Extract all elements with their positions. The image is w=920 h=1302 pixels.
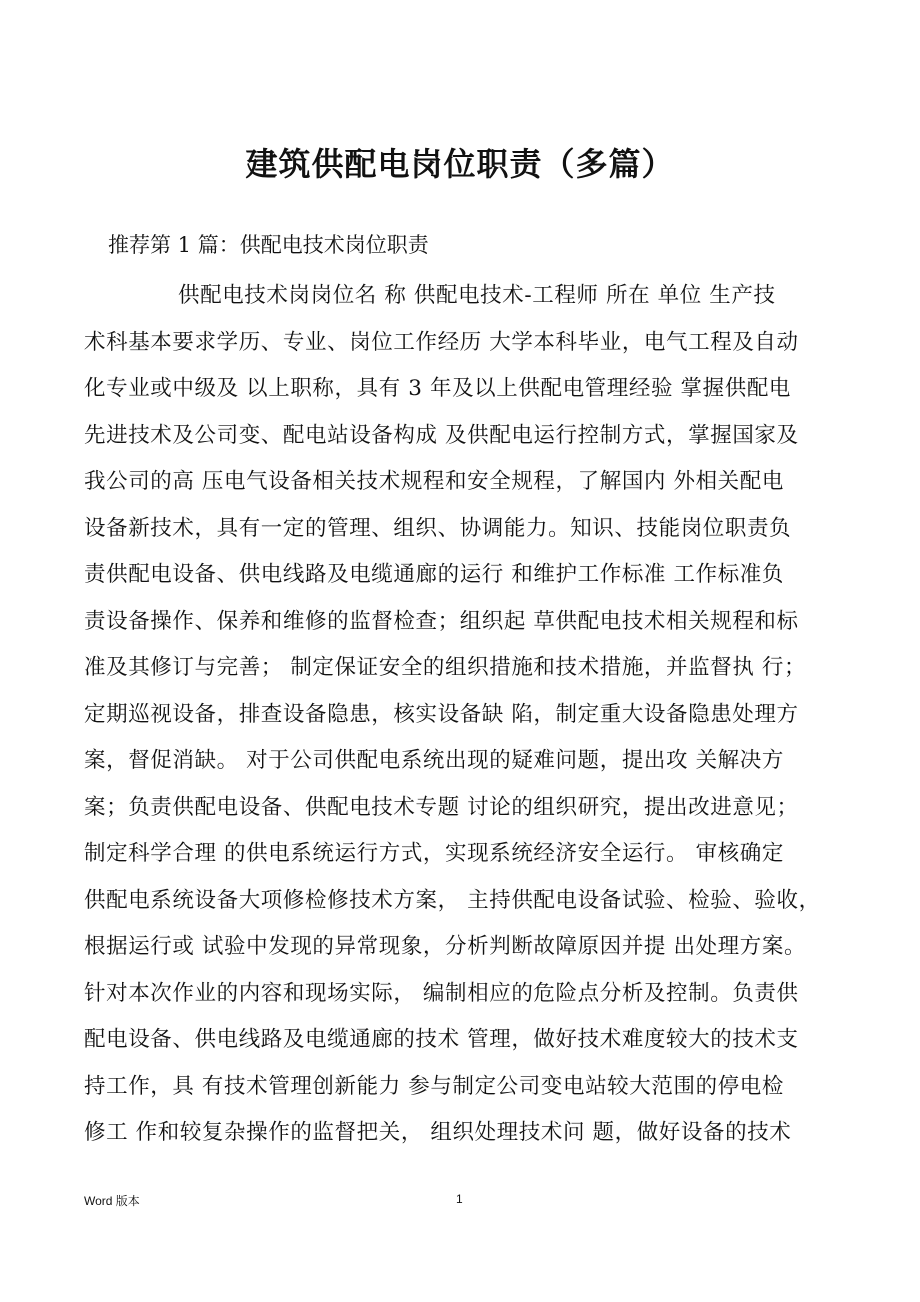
body-line: 我公司的高 压电气设备相关技术规程和安全规程，了解国内 外相关配电: [84, 469, 784, 494]
body-line: 责供配电设备、供电线路及电缆通廊的运行 和维护工作标准 工作标准负: [84, 562, 784, 587]
body-line: 制定科学合理 的供电系统运行方式，实现系统经济安全运行。 审核确定: [84, 841, 784, 866]
section-subtitle: 推荐第 1 篇：供配电技术岗位职责: [108, 233, 429, 257]
body-line: 持工作，具 有技术管理创新能力 参与制定公司变电站较大范围的停电检: [84, 1073, 784, 1099]
body-line: 术科基本要求学历、专业、岗位工作经历 大学本科毕业，电气工程及自动: [84, 329, 799, 355]
body-line: 责设备操作、保养和维修的监督检查；组织起 草供配电技术相关规程和标: [84, 608, 799, 634]
body-line: 案，督促消缺。 对于公司供配电系统出现的疑难问题，提出攻 关解决方: [84, 748, 784, 773]
body-line: 先进技术及公司变、配电站设备构成 及供配电运行控制方式，掌握国家及: [84, 422, 799, 448]
body-line: 设备新技术，具有一定的管理、组织、协调能力。知识、技能岗位职责负: [84, 515, 792, 541]
body-line: 根据运行或 试验中发现的异常现象，分析判断故障原因并提 出处理方案。: [84, 934, 807, 959]
body-line: 供配电系统设备大项修检修技术方案， 主持供配电设备试验、检验、验收，: [84, 887, 821, 913]
body-line: 针对本次作业的内容和现场实际， 编制相应的危险点分析及控制。负责供: [84, 980, 799, 1006]
body-text: [84, 276, 844, 1160]
body-line: 配电设备、供电线路及电缆通廊的技术 管理，做好技术难度较大的技术支: [84, 1027, 799, 1052]
body-line: 修工 作和较复杂操作的监督把关， 组织处理技术问 题，做好设备的技术: [84, 1120, 792, 1145]
body-line: 化专业或中级及 以上职称，具有 3 年及以上供配电管理经验 掌握供配电: [84, 376, 792, 401]
document-title: 建筑供配电岗位职责（多篇）: [245, 145, 675, 183]
body-line: 定期巡视设备，排查设备隐患，核实设备缺 陷，制定重大设备隐患处理方: [84, 701, 799, 727]
page-number: 1: [456, 1192, 463, 1206]
body-line: 供配电技术岗岗位名 称 供配电技术-工程师 所在 单位 生产技: [178, 283, 776, 308]
body-line: 案；负责供配电设备、供配电技术专题 讨论的组织研究，提出改进意见；: [84, 794, 799, 820]
footer-label: Word 版本: [84, 1194, 140, 1208]
body-line: 准及其修订与完善； 制定保证安全的组织措施和技术措施，并监督执 行；: [84, 655, 807, 680]
